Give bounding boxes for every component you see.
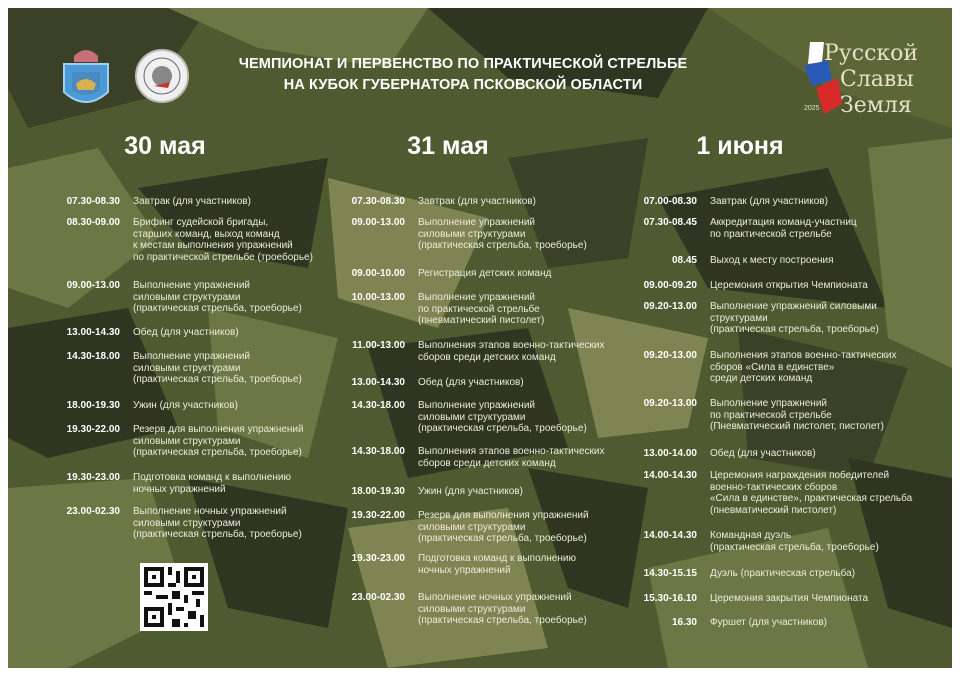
day-heading-31-may: 31 мая <box>407 132 489 160</box>
entry-description: Церемония открытия Чемпионата <box>710 280 868 291</box>
schedule-entry <box>331 377 524 389</box>
entry-description: Аккредитация команд-участниц по практической стрельбе <box>710 217 857 240</box>
entry-time: 14.30-15.15 <box>643 568 697 579</box>
entry-time: 14.30-18.00 <box>351 446 405 457</box>
entry-description: Завтрак (для участников) <box>133 196 251 207</box>
entry-description: Выполнение ночных упражнений силовыми структурами (практическая стрельба, троеборье) <box>133 506 302 541</box>
schedule-entry <box>623 280 868 292</box>
entry-time: 14.00-14.30 <box>643 470 697 481</box>
entry-time: 09.00-13.00 <box>351 217 405 228</box>
entry-description: Выполнение упражнений силовыми структурами (практическая стрельба, троеборье) <box>710 301 879 336</box>
schedule-entry <box>623 398 884 433</box>
schedule-entry <box>46 424 304 459</box>
entry-time: 08.30-09.00 <box>66 217 120 228</box>
schedule-entry <box>623 470 912 516</box>
schedule-entry <box>46 196 251 208</box>
schedule-entry <box>46 351 302 386</box>
page-title <box>178 54 748 96</box>
schedule-poster <box>8 8 952 668</box>
schedule-entry <box>623 593 868 605</box>
day-heading-30-may: 30 мая <box>124 132 206 160</box>
entry-description: Выполнения этапов военно-тактических сборов среди детских команд <box>418 446 605 469</box>
schedule-entry <box>331 510 589 545</box>
schedule-entry <box>331 292 544 327</box>
entry-description: Регистрация детских команд <box>418 268 552 279</box>
entry-description: Фуршет (для участников) <box>710 617 828 628</box>
entry-time: 18.00-19.30 <box>351 486 405 497</box>
entry-description: Подготовка команд к выполнению ночных упражнений <box>418 553 576 576</box>
entry-description: Выполнения этапов военно-тактических сборов «Сила в единстве» среди детских команд <box>710 350 897 385</box>
entry-time: 13.00-14.30 <box>351 377 405 388</box>
schedule-entry <box>331 592 587 627</box>
entry-time: 11.00-13.00 <box>352 340 405 351</box>
schedule-entry <box>331 268 551 280</box>
entry-description: Дуэль (практическая стрельба) <box>710 568 856 579</box>
entry-time: 14.00-14.30 <box>643 530 697 541</box>
entry-description: Командная дуэль (практическая стрельба, троеборье) <box>710 530 879 553</box>
entry-time: 07.30-08.30 <box>66 196 120 207</box>
entry-description: Церемония закрытия Чемпионата <box>710 593 869 604</box>
entry-time: 09.00-09.20 <box>643 280 697 291</box>
title-line-2: НА КУБОК ГУБЕРНАТОРА ПСКОВСКОЙ ОБЛАСТИ <box>283 77 643 93</box>
entry-description: Резерв для выполнения упражнений силовыми структурами (практическая стрельба, троеборье) <box>133 424 304 459</box>
entry-description: Выполнение упражнений по практической стрельбе (пневматический пистолет) <box>418 292 545 327</box>
entry-time: 10.00-13.00 <box>351 292 405 303</box>
schedule-entry <box>623 448 816 460</box>
schedule-entry <box>331 400 587 435</box>
entry-time: 19.30-23.00 <box>66 472 120 483</box>
entry-time: 19.30-22.00 <box>66 424 120 435</box>
entry-time: 19.30-22.00 <box>351 510 405 521</box>
entry-time: 09.00-13.00 <box>66 280 120 291</box>
schedule-entry <box>331 217 587 252</box>
entry-time: 14.30-18.00 <box>66 351 120 362</box>
entry-time: 09.20-13.00 <box>643 398 697 409</box>
entry-time: 09.20-13.00 <box>643 350 697 361</box>
entry-time: 09.20-13.00 <box>643 301 697 312</box>
russian-glory-land-logo <box>798 32 918 118</box>
entry-time: 09.00-10.00 <box>351 268 405 279</box>
entry-time: 19.30-23.00 <box>351 553 405 564</box>
entry-time: 23.00-02.30 <box>351 592 405 603</box>
entry-time: 07.30-08.30 <box>351 196 405 207</box>
entry-description: Брифинг судейской бригады, старших команд, выход команд к местам выполнения упражнений по практической стрельбе (троеборье) <box>133 217 313 263</box>
entry-description: Выход к месту построения <box>710 255 834 266</box>
schedule-entry <box>46 506 302 541</box>
entry-time: 08.45 <box>671 255 697 266</box>
entry-description: Церемония награждения победителей военно-тактических сборов «Сила в единстве», практическая стрельба (пневматический пистолет) <box>710 470 913 516</box>
entry-description: Ужин (для участников) <box>133 400 238 411</box>
entry-time: 13.00-14.00 <box>643 448 697 459</box>
entry-time: 23.00-02.30 <box>66 506 120 517</box>
entry-time: 07.30-08.45 <box>643 217 697 228</box>
schedule-entry <box>46 327 239 339</box>
entry-time: 16.30 <box>671 617 697 628</box>
entry-description: Выполнение упражнений силовыми структурами (практическая стрельба, троеборье) <box>418 400 587 435</box>
entry-description: Выполнения этапов военно-тактических сборов среди детских команд <box>418 340 605 363</box>
schedule-entry <box>331 446 605 469</box>
schedule-entry <box>46 472 291 495</box>
schedule-entry <box>623 568 855 580</box>
brand-logo-word-3: Земля <box>840 93 912 118</box>
entry-time: 14.30-18.00 <box>351 400 405 411</box>
entry-description: Выполнение упражнений силовыми структурами (практическая стрельба, троеборье) <box>133 280 302 315</box>
entry-time: 13.00-14.30 <box>66 327 120 338</box>
entry-description: Ужин (для участников) <box>418 486 523 497</box>
schedule-entry <box>46 400 238 412</box>
day-heading-1-june: 1 июня <box>696 132 784 160</box>
pskov-coat-of-arms-icon <box>58 44 114 112</box>
brand-logo-word-1: Русской <box>824 41 918 66</box>
entry-description: Подготовка команд к выполнению ночных упражнений <box>133 472 291 495</box>
entry-description: Выполнение упражнений силовыми структурами (практическая стрельба, троеборье) <box>133 351 302 386</box>
schedule-entry <box>623 350 897 385</box>
entry-time: 15.30-16.10 <box>643 593 697 604</box>
entry-description: Завтрак (для участников) <box>710 196 828 207</box>
schedule-entry <box>623 617 827 629</box>
brand-logo-word-2: Славы <box>840 67 914 92</box>
schedule-entry <box>331 196 536 208</box>
entry-description: Завтрак (для участников) <box>418 196 536 207</box>
entry-description: Обед (для участников) <box>133 327 239 338</box>
title-line-1: ЧЕМПИОНАТ И ПЕРВЕНСТВО ПО ПРАКТИЧЕСКОЙ СТРЕЛЬБЕ <box>238 56 688 72</box>
schedule-entry <box>623 217 857 240</box>
schedule-entry <box>46 280 302 315</box>
qr-code <box>140 563 208 631</box>
entry-description: Выполнение упражнений силовыми структурами (практическая стрельба, троеборье) <box>418 217 587 252</box>
entry-description: Обед (для участников) <box>418 377 524 388</box>
entry-time: 18.00-19.30 <box>66 400 120 411</box>
entry-time: 07.00-08.30 <box>643 196 697 207</box>
entry-description: Выполнение упражнений по практической стрельбе (Пневматический пистолет, пистолет) <box>710 398 884 433</box>
entry-description: Выполнение ночных упражнений силовыми структурами (практическая стрельба, троеборье) <box>418 592 587 627</box>
schedule-entry <box>331 553 576 576</box>
schedule-entry <box>331 486 523 498</box>
schedule-entry <box>46 217 313 263</box>
entry-description: Обед (для участников) <box>710 448 816 459</box>
brand-logo-year: 2025 <box>804 105 820 112</box>
entry-description: Резерв для выполнения упражнений силовыми структурами (практическая стрельба, троеборье) <box>418 510 589 545</box>
schedule-entry <box>623 530 879 553</box>
schedule-entry <box>623 301 879 336</box>
schedule-entry <box>331 340 605 363</box>
schedule-entry <box>623 196 828 208</box>
schedule-entry <box>623 255 834 267</box>
